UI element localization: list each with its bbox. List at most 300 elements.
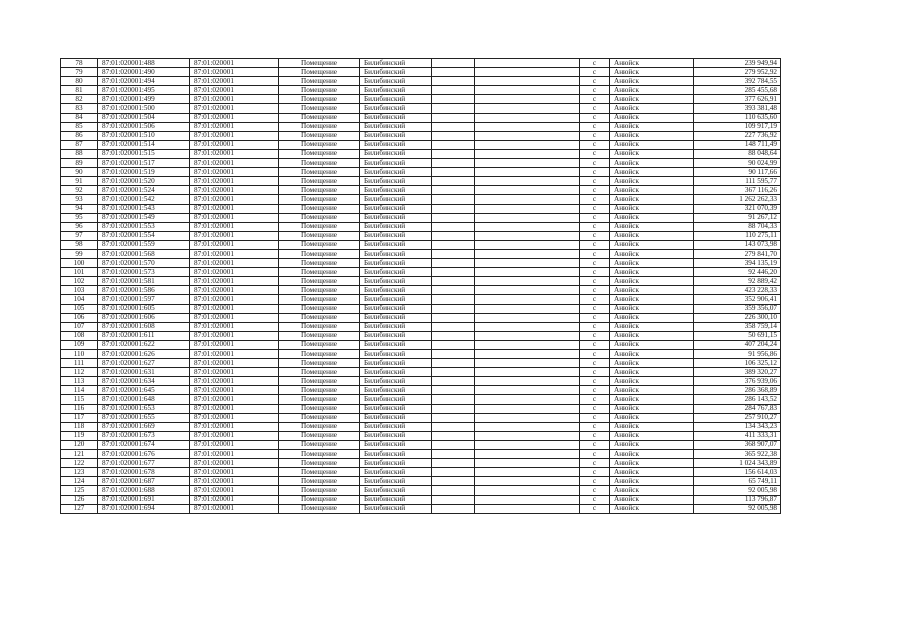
property-table bbox=[60, 58, 781, 514]
locality-type: с bbox=[580, 413, 610, 422]
cadastral-number: 87:01:020001:627 bbox=[98, 359, 190, 368]
locality-name: Анюйск bbox=[610, 431, 694, 440]
district: Билибинский bbox=[360, 177, 432, 186]
cadastral-block: 87:01:020001 bbox=[190, 486, 279, 495]
object-type: Помещение bbox=[279, 504, 360, 513]
locality-type: с bbox=[580, 59, 610, 68]
row-number: 83 bbox=[61, 104, 98, 113]
locality-type: с bbox=[580, 450, 610, 459]
locality-name: Анюйск bbox=[610, 495, 694, 504]
locality-type: с bbox=[580, 404, 610, 413]
district: Билибинский bbox=[360, 350, 432, 359]
cadastral-number: 87:01:020001:687 bbox=[98, 477, 190, 486]
table-row bbox=[61, 459, 781, 468]
empty-cell bbox=[475, 95, 580, 104]
cadastral-value: 321 070,39 bbox=[694, 204, 781, 213]
cadastral-block: 87:01:020001 bbox=[190, 231, 279, 240]
cadastral-block: 87:01:020001 bbox=[190, 340, 279, 349]
cadastral-value: 239 949,94 bbox=[694, 59, 781, 68]
locality-type: с bbox=[580, 122, 610, 131]
row-number: 87 bbox=[61, 140, 98, 149]
district: Билибинский bbox=[360, 395, 432, 404]
locality-name: Анюйск bbox=[610, 459, 694, 468]
table-row bbox=[61, 59, 781, 68]
cadastral-block: 87:01:020001 bbox=[190, 413, 279, 422]
cadastral-value: 92 005,98 bbox=[694, 504, 781, 513]
empty-cell bbox=[432, 313, 475, 322]
locality-type: с bbox=[580, 286, 610, 295]
empty-cell bbox=[475, 113, 580, 122]
object-type: Помещение bbox=[279, 59, 360, 68]
empty-cell bbox=[432, 186, 475, 195]
table-row bbox=[61, 159, 781, 168]
district: Билибинский bbox=[360, 413, 432, 422]
object-type: Помещение bbox=[279, 313, 360, 322]
row-number: 123 bbox=[61, 468, 98, 477]
cadastral-value: 367 116,26 bbox=[694, 186, 781, 195]
empty-cell bbox=[432, 95, 475, 104]
table-row bbox=[61, 304, 781, 313]
object-type: Помещение bbox=[279, 322, 360, 331]
district: Билибинский bbox=[360, 59, 432, 68]
locality-name: Анюйск bbox=[610, 359, 694, 368]
cadastral-value: 143 073,98 bbox=[694, 240, 781, 249]
cadastral-value: 90 024,99 bbox=[694, 159, 781, 168]
cadastral-number: 87:01:020001:500 bbox=[98, 104, 190, 113]
cadastral-value: 88 704,33 bbox=[694, 222, 781, 231]
district: Билибинский bbox=[360, 68, 432, 77]
table-row bbox=[61, 404, 781, 413]
cadastral-number: 87:01:020001:499 bbox=[98, 95, 190, 104]
object-type: Помещение bbox=[279, 186, 360, 195]
district: Билибинский bbox=[360, 431, 432, 440]
district: Билибинский bbox=[360, 322, 432, 331]
empty-cell bbox=[432, 149, 475, 158]
locality-name: Анюйск bbox=[610, 159, 694, 168]
row-number: 78 bbox=[61, 59, 98, 68]
cadastral-number: 87:01:020001:645 bbox=[98, 386, 190, 395]
empty-cell bbox=[475, 322, 580, 331]
cadastral-number: 87:01:020001:570 bbox=[98, 259, 190, 268]
object-type: Помещение bbox=[279, 231, 360, 240]
empty-cell bbox=[432, 377, 475, 386]
table-row bbox=[61, 122, 781, 131]
empty-cell bbox=[432, 122, 475, 131]
object-type: Помещение bbox=[279, 486, 360, 495]
locality-name: Анюйск bbox=[610, 331, 694, 340]
table-row bbox=[61, 340, 781, 349]
empty-cell bbox=[432, 350, 475, 359]
cadastral-block: 87:01:020001 bbox=[190, 304, 279, 313]
empty-cell bbox=[432, 477, 475, 486]
empty-cell bbox=[475, 286, 580, 295]
cadastral-number: 87:01:020001:622 bbox=[98, 340, 190, 349]
locality-name: Анюйск bbox=[610, 413, 694, 422]
table-row bbox=[61, 222, 781, 231]
cadastral-number: 87:01:020001:694 bbox=[98, 504, 190, 513]
row-number: 95 bbox=[61, 213, 98, 222]
locality-type: с bbox=[580, 504, 610, 513]
empty-cell bbox=[475, 268, 580, 277]
table-row bbox=[61, 350, 781, 359]
cadastral-block: 87:01:020001 bbox=[190, 259, 279, 268]
object-type: Помещение bbox=[279, 113, 360, 122]
locality-name: Анюйск bbox=[610, 340, 694, 349]
locality-type: с bbox=[580, 486, 610, 495]
table-row bbox=[61, 95, 781, 104]
object-type: Помещение bbox=[279, 195, 360, 204]
row-number: 93 bbox=[61, 195, 98, 204]
empty-cell bbox=[475, 295, 580, 304]
empty-cell bbox=[432, 431, 475, 440]
empty-cell bbox=[432, 268, 475, 277]
cadastral-number: 87:01:020001:568 bbox=[98, 249, 190, 258]
cadastral-block: 87:01:020001 bbox=[190, 104, 279, 113]
district: Билибинский bbox=[360, 259, 432, 268]
empty-cell bbox=[432, 468, 475, 477]
locality-name: Анюйск bbox=[610, 231, 694, 240]
object-type: Помещение bbox=[279, 340, 360, 349]
cadastral-number: 87:01:020001:519 bbox=[98, 168, 190, 177]
district: Билибинский bbox=[360, 104, 432, 113]
row-number: 110 bbox=[61, 350, 98, 359]
row-number: 115 bbox=[61, 395, 98, 404]
cadastral-block: 87:01:020001 bbox=[190, 240, 279, 249]
object-type: Помещение bbox=[279, 159, 360, 168]
row-number: 126 bbox=[61, 495, 98, 504]
cadastral-number: 87:01:020001:495 bbox=[98, 86, 190, 95]
empty-cell bbox=[432, 131, 475, 140]
cadastral-value: 279 841,70 bbox=[694, 249, 781, 258]
row-number: 109 bbox=[61, 340, 98, 349]
row-number: 118 bbox=[61, 422, 98, 431]
cadastral-number: 87:01:020001:581 bbox=[98, 277, 190, 286]
empty-cell bbox=[475, 450, 580, 459]
empty-cell bbox=[475, 277, 580, 286]
cadastral-block: 87:01:020001 bbox=[190, 495, 279, 504]
district: Билибинский bbox=[360, 477, 432, 486]
cadastral-number: 87:01:020001:648 bbox=[98, 395, 190, 404]
cadastral-block: 87:01:020001 bbox=[190, 313, 279, 322]
locality-name: Анюйск bbox=[610, 404, 694, 413]
cadastral-value: 376 939,06 bbox=[694, 377, 781, 386]
locality-type: с bbox=[580, 340, 610, 349]
row-number: 127 bbox=[61, 504, 98, 513]
cadastral-number: 87:01:020001:631 bbox=[98, 368, 190, 377]
cadastral-block: 87:01:020001 bbox=[190, 195, 279, 204]
locality-type: с bbox=[580, 231, 610, 240]
object-type: Помещение bbox=[279, 140, 360, 149]
locality-name: Анюйск bbox=[610, 313, 694, 322]
district: Билибинский bbox=[360, 304, 432, 313]
table-row bbox=[61, 113, 781, 122]
empty-cell bbox=[475, 186, 580, 195]
table-row bbox=[61, 186, 781, 195]
object-type: Помещение bbox=[279, 413, 360, 422]
cadastral-block: 87:01:020001 bbox=[190, 450, 279, 459]
cadastral-number: 87:01:020001:524 bbox=[98, 186, 190, 195]
district: Билибинский bbox=[360, 131, 432, 140]
object-type: Помещение bbox=[279, 495, 360, 504]
locality-name: Анюйск bbox=[610, 422, 694, 431]
district: Билибинский bbox=[360, 213, 432, 222]
locality-type: с bbox=[580, 213, 610, 222]
empty-cell bbox=[475, 168, 580, 177]
row-number: 111 bbox=[61, 359, 98, 368]
empty-cell bbox=[432, 177, 475, 186]
empty-cell bbox=[432, 286, 475, 295]
cadastral-block: 87:01:020001 bbox=[190, 459, 279, 468]
table-row bbox=[61, 468, 781, 477]
district: Билибинский bbox=[360, 440, 432, 449]
object-type: Помещение bbox=[279, 459, 360, 468]
locality-type: с bbox=[580, 177, 610, 186]
empty-cell bbox=[475, 350, 580, 359]
row-number: 99 bbox=[61, 249, 98, 258]
district: Билибинский bbox=[360, 122, 432, 131]
locality-name: Анюйск bbox=[610, 122, 694, 131]
object-type: Помещение bbox=[279, 386, 360, 395]
locality-type: с bbox=[580, 440, 610, 449]
cadastral-number: 87:01:020001:634 bbox=[98, 377, 190, 386]
empty-cell bbox=[432, 459, 475, 468]
object-type: Помещение bbox=[279, 377, 360, 386]
empty-cell bbox=[432, 140, 475, 149]
cadastral-number: 87:01:020001:669 bbox=[98, 422, 190, 431]
row-number: 89 bbox=[61, 159, 98, 168]
empty-cell bbox=[432, 77, 475, 86]
empty-cell bbox=[432, 422, 475, 431]
table-row bbox=[61, 168, 781, 177]
cadastral-number: 87:01:020001:678 bbox=[98, 468, 190, 477]
cadastral-block: 87:01:020001 bbox=[190, 122, 279, 131]
locality-type: с bbox=[580, 249, 610, 258]
row-number: 119 bbox=[61, 431, 98, 440]
row-number: 91 bbox=[61, 177, 98, 186]
cadastral-number: 87:01:020001:653 bbox=[98, 404, 190, 413]
empty-cell bbox=[475, 131, 580, 140]
cadastral-block: 87:01:020001 bbox=[190, 504, 279, 513]
table-row bbox=[61, 486, 781, 495]
cadastral-block: 87:01:020001 bbox=[190, 222, 279, 231]
locality-type: с bbox=[580, 322, 610, 331]
cadastral-block: 87:01:020001 bbox=[190, 168, 279, 177]
district: Билибинский bbox=[360, 204, 432, 213]
row-number: 125 bbox=[61, 486, 98, 495]
locality-name: Анюйск bbox=[610, 86, 694, 95]
cadastral-number: 87:01:020001:520 bbox=[98, 177, 190, 186]
object-type: Помещение bbox=[279, 286, 360, 295]
district: Билибинский bbox=[360, 86, 432, 95]
object-type: Помещение bbox=[279, 177, 360, 186]
empty-cell bbox=[475, 149, 580, 158]
locality-name: Анюйск bbox=[610, 504, 694, 513]
cadastral-value: 88 048,64 bbox=[694, 149, 781, 158]
object-type: Помещение bbox=[279, 240, 360, 249]
cadastral-value: 91 956,86 bbox=[694, 350, 781, 359]
cadastral-block: 87:01:020001 bbox=[190, 86, 279, 95]
locality-name: Анюйск bbox=[610, 168, 694, 177]
locality-name: Анюйск bbox=[610, 368, 694, 377]
cadastral-value: 92 005,98 bbox=[694, 486, 781, 495]
empty-cell bbox=[475, 177, 580, 186]
table-row bbox=[61, 131, 781, 140]
empty-cell bbox=[432, 86, 475, 95]
locality-name: Анюйск bbox=[610, 259, 694, 268]
cadastral-value: 377 626,91 bbox=[694, 95, 781, 104]
cadastral-value: 156 614,03 bbox=[694, 468, 781, 477]
row-number: 112 bbox=[61, 368, 98, 377]
cadastral-number: 87:01:020001:655 bbox=[98, 413, 190, 422]
cadastral-number: 87:01:020001:688 bbox=[98, 486, 190, 495]
table-row bbox=[61, 213, 781, 222]
cadastral-block: 87:01:020001 bbox=[190, 322, 279, 331]
locality-type: с bbox=[580, 104, 610, 113]
district: Билибинский bbox=[360, 377, 432, 386]
locality-name: Анюйск bbox=[610, 177, 694, 186]
cadastral-value: 148 711,49 bbox=[694, 140, 781, 149]
row-number: 108 bbox=[61, 331, 98, 340]
empty-cell bbox=[432, 68, 475, 77]
object-type: Помещение bbox=[279, 259, 360, 268]
table-row bbox=[61, 249, 781, 258]
cadastral-value: 423 228,33 bbox=[694, 286, 781, 295]
cadastral-value: 226 300,10 bbox=[694, 313, 781, 322]
cadastral-number: 87:01:020001:543 bbox=[98, 204, 190, 213]
empty-cell bbox=[432, 295, 475, 304]
locality-type: с bbox=[580, 422, 610, 431]
empty-cell bbox=[432, 331, 475, 340]
object-type: Помещение bbox=[279, 204, 360, 213]
cadastral-block: 87:01:020001 bbox=[190, 213, 279, 222]
cadastral-block: 87:01:020001 bbox=[190, 468, 279, 477]
locality-name: Анюйск bbox=[610, 322, 694, 331]
table-row bbox=[61, 240, 781, 249]
empty-cell bbox=[432, 304, 475, 313]
object-type: Помещение bbox=[279, 304, 360, 313]
table-row bbox=[61, 477, 781, 486]
locality-name: Анюйск bbox=[610, 377, 694, 386]
locality-type: с bbox=[580, 495, 610, 504]
district: Билибинский bbox=[360, 231, 432, 240]
locality-name: Анюйск bbox=[610, 350, 694, 359]
object-type: Помещение bbox=[279, 213, 360, 222]
empty-cell bbox=[432, 440, 475, 449]
cadastral-number: 87:01:020001:553 bbox=[98, 222, 190, 231]
empty-cell bbox=[475, 304, 580, 313]
row-number: 106 bbox=[61, 313, 98, 322]
locality-type: с bbox=[580, 350, 610, 359]
locality-name: Анюйск bbox=[610, 386, 694, 395]
row-number: 85 bbox=[61, 122, 98, 131]
empty-cell bbox=[475, 359, 580, 368]
district: Билибинский bbox=[360, 186, 432, 195]
empty-cell bbox=[432, 413, 475, 422]
cadastral-number: 87:01:020001:510 bbox=[98, 131, 190, 140]
table-row bbox=[61, 259, 781, 268]
empty-cell bbox=[475, 486, 580, 495]
locality-type: с bbox=[580, 377, 610, 386]
district: Билибинский bbox=[360, 486, 432, 495]
row-number: 94 bbox=[61, 204, 98, 213]
object-type: Помещение bbox=[279, 350, 360, 359]
object-type: Помещение bbox=[279, 249, 360, 258]
cadastral-block: 87:01:020001 bbox=[190, 186, 279, 195]
locality-type: с bbox=[580, 95, 610, 104]
row-number: 105 bbox=[61, 304, 98, 313]
table-row bbox=[61, 495, 781, 504]
cadastral-number: 87:01:020001:490 bbox=[98, 68, 190, 77]
cadastral-block: 87:01:020001 bbox=[190, 377, 279, 386]
cadastral-block: 87:01:020001 bbox=[190, 159, 279, 168]
row-number: 81 bbox=[61, 86, 98, 95]
empty-cell bbox=[432, 486, 475, 495]
district: Билибинский bbox=[360, 222, 432, 231]
row-number: 97 bbox=[61, 231, 98, 240]
district: Билибинский bbox=[360, 495, 432, 504]
cadastral-block: 87:01:020001 bbox=[190, 359, 279, 368]
table-row bbox=[61, 77, 781, 86]
object-type: Помещение bbox=[279, 95, 360, 104]
cadastral-value: 393 381,48 bbox=[694, 104, 781, 113]
empty-cell bbox=[475, 504, 580, 513]
locality-type: с bbox=[580, 222, 610, 231]
table-row bbox=[61, 395, 781, 404]
empty-cell bbox=[432, 159, 475, 168]
table-row bbox=[61, 450, 781, 459]
cadastral-value: 109 917,19 bbox=[694, 122, 781, 131]
table-row bbox=[61, 104, 781, 113]
empty-cell bbox=[475, 249, 580, 258]
empty-cell bbox=[475, 240, 580, 249]
table-row bbox=[61, 313, 781, 322]
district: Билибинский bbox=[360, 195, 432, 204]
table-row bbox=[61, 204, 781, 213]
table-row bbox=[61, 149, 781, 158]
empty-cell bbox=[432, 359, 475, 368]
locality-name: Анюйск bbox=[610, 486, 694, 495]
row-number: 88 bbox=[61, 149, 98, 158]
locality-type: с bbox=[580, 386, 610, 395]
object-type: Помещение bbox=[279, 477, 360, 486]
district: Билибинский bbox=[360, 340, 432, 349]
district: Билибинский bbox=[360, 331, 432, 340]
cadastral-number: 87:01:020001:677 bbox=[98, 459, 190, 468]
cadastral-value: 92 889,42 bbox=[694, 277, 781, 286]
cadastral-number: 87:01:020001:559 bbox=[98, 240, 190, 249]
locality-type: с bbox=[580, 468, 610, 477]
table-row bbox=[61, 140, 781, 149]
object-type: Помещение bbox=[279, 77, 360, 86]
object-type: Помещение bbox=[279, 222, 360, 231]
empty-cell bbox=[475, 422, 580, 431]
row-number: 101 bbox=[61, 268, 98, 277]
empty-cell bbox=[475, 395, 580, 404]
cadastral-block: 87:01:020001 bbox=[190, 113, 279, 122]
cadastral-value: 110 635,60 bbox=[694, 113, 781, 122]
locality-type: с bbox=[580, 113, 610, 122]
cadastral-number: 87:01:020001:611 bbox=[98, 331, 190, 340]
cadastral-block: 87:01:020001 bbox=[190, 350, 279, 359]
empty-cell bbox=[432, 222, 475, 231]
locality-name: Анюйск bbox=[610, 277, 694, 286]
empty-cell bbox=[432, 240, 475, 249]
row-number: 92 bbox=[61, 186, 98, 195]
empty-cell bbox=[475, 213, 580, 222]
locality-type: с bbox=[580, 313, 610, 322]
cadastral-number: 87:01:020001:673 bbox=[98, 431, 190, 440]
empty-cell bbox=[432, 395, 475, 404]
